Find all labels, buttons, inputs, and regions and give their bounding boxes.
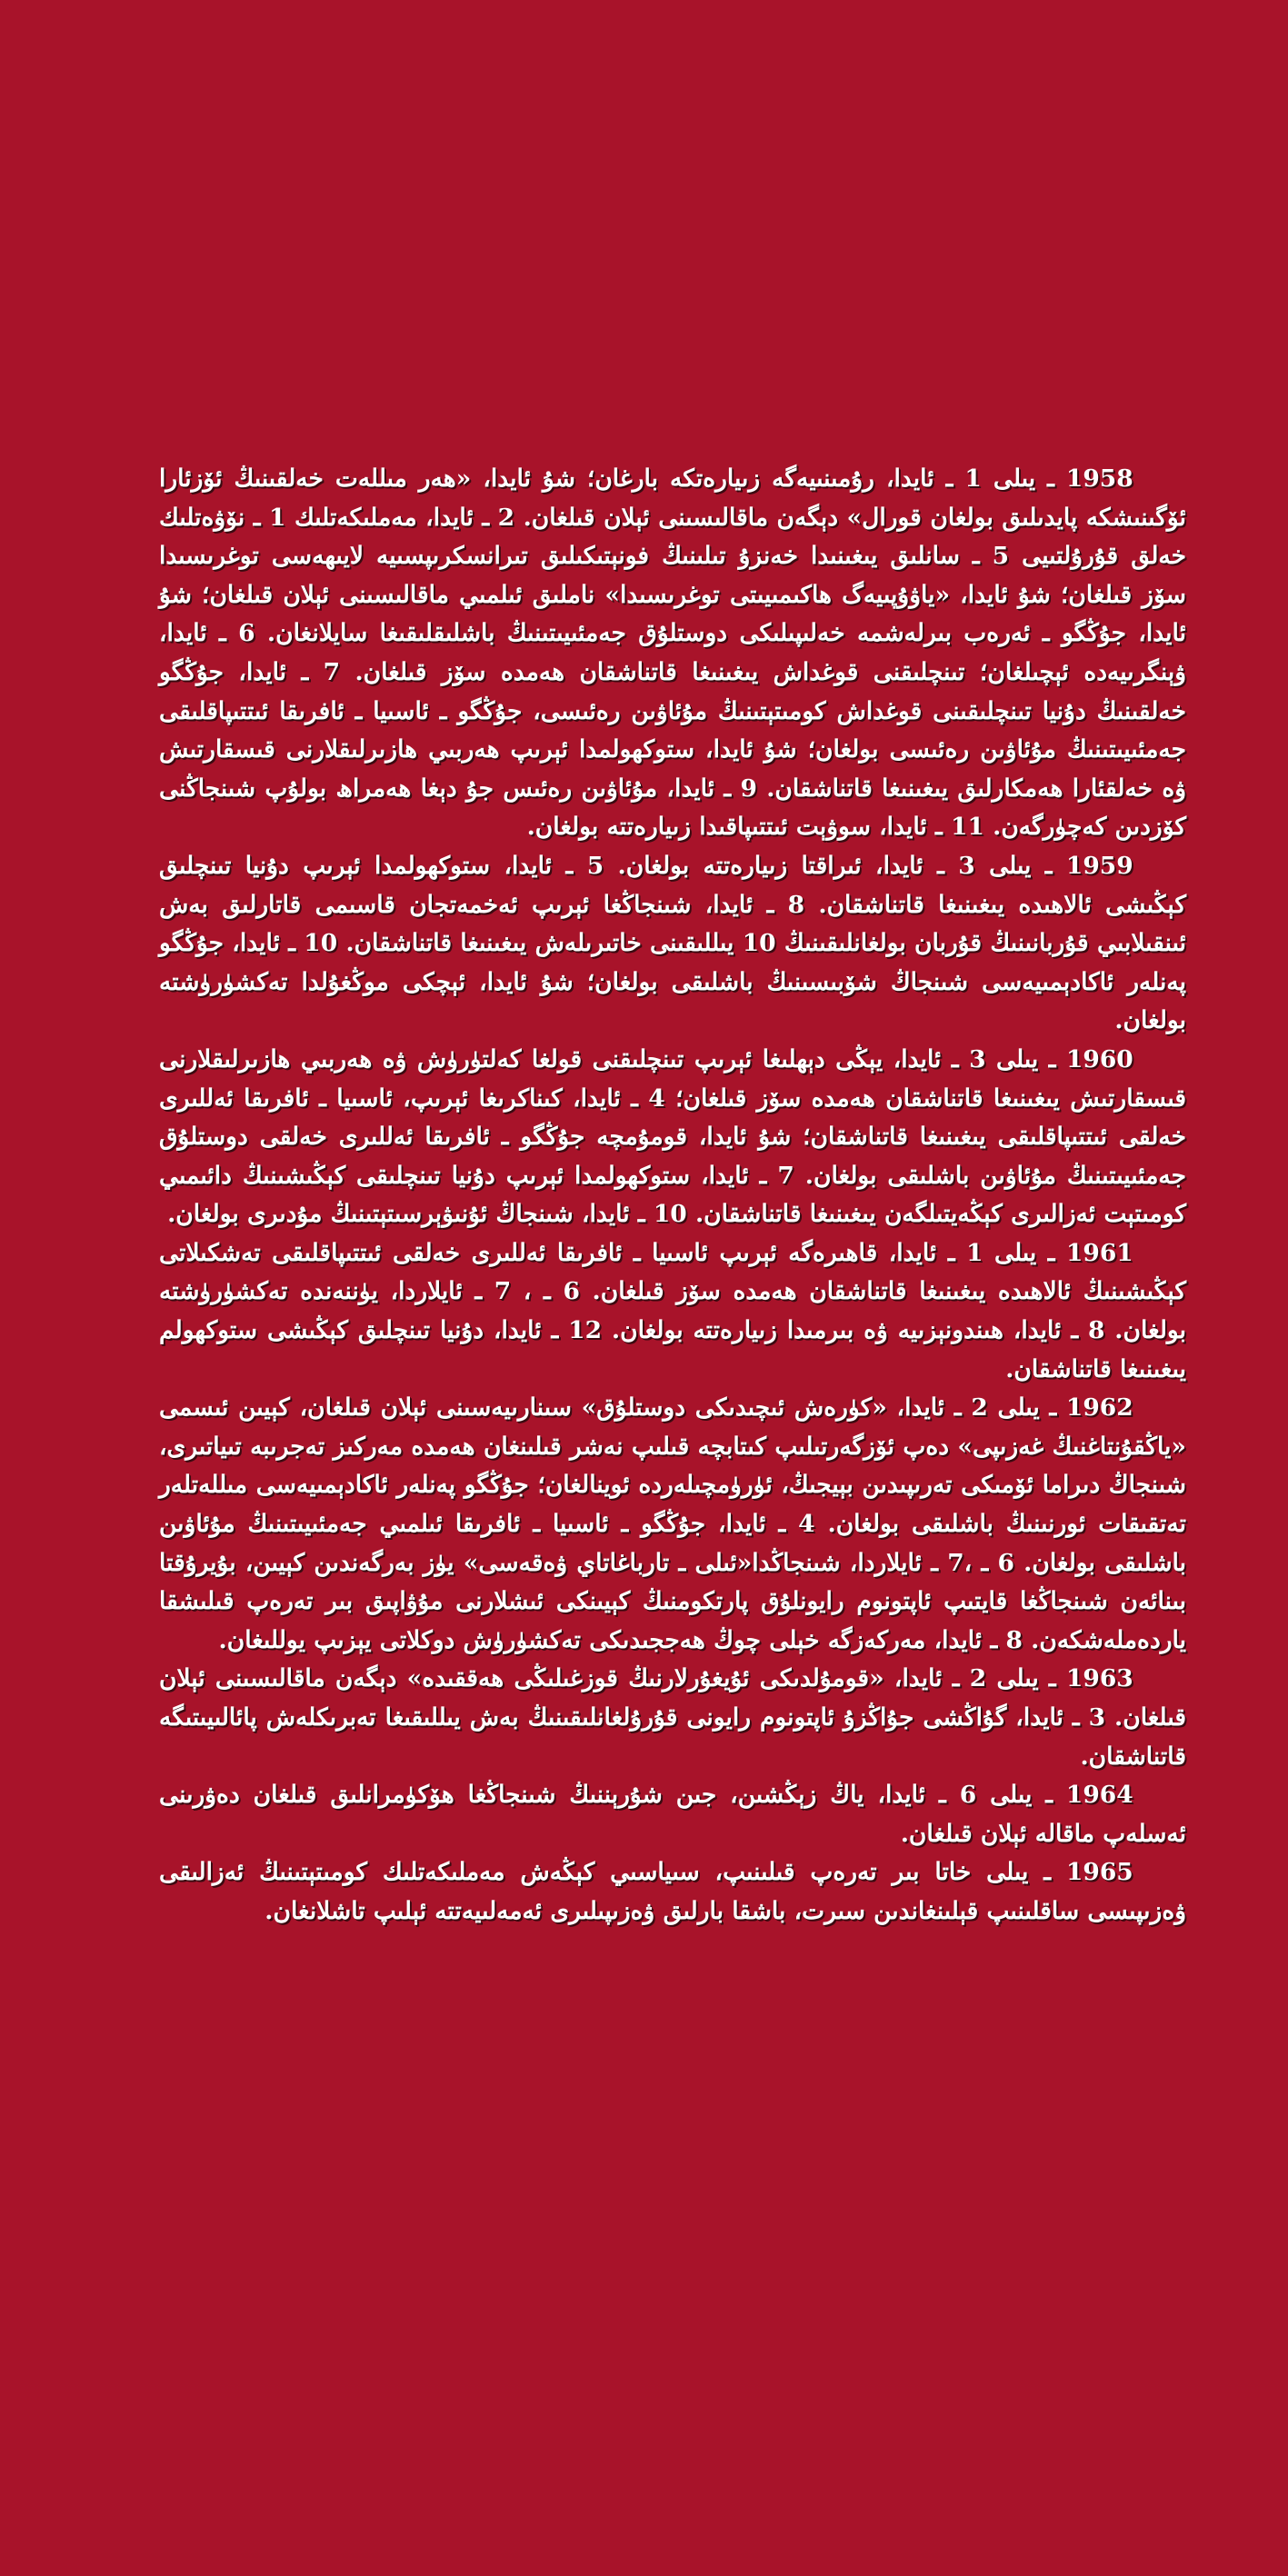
- paragraph-1964: 1964 ـ يىلى 6 ـ ئايدا، ياڭ زېڭشىن، جىن شۇرېننىڭ شىنجاڭغا ھۆكۈمرانلىق قىلغان دەۋرىنى ئەسلەپ ماقالە ئېلان قىلغان.: [159, 1781, 1186, 1848]
- paragraph-1958: 1958 ـ يىلى 1 ـ ئايدا، رۇمىنىيەگە زىيارەتكە بارغان؛ شۇ ئايدا، «ھەر مىللەت خەلقىنىڭ ئۆزئارا ئۆگىنىشكە پايدىلىق بولغان قورال» دېگەن ماقالىسىنى ئېلان قىلغان. 2 ـ ئايدا، مەملىكەتلىك 1 ـ نۆۋەتلىك خەلق قۇرۇلتىيى 5 ـ سانلىق يىغىنىدا خەنزۇ تىلىنىڭ فونېتىكىلىق تىرانسكرىپسىيە لايىھەسى توغرىسىدا سۆز قىلغان؛ شۇ ئايدا، «ياۋۇپىيەگ ھاكىمىيىتى توغرىسىدا» ناملىق ئىلمىي ماقالىسىنى ئېلان قىلغان؛ شۇ ئايدا، جۇڭگو ـ ئەرەب بىرلەشمە خەلىپىلىكى دوستلۇق جەمئىيىتىنىڭ باشلىقلىقىغا سايلانغان. 6 ـ ئايدا، ۋېنگرىيەدە ئېچىلغان؛ تىنچلىقنى قوغداش يىغىنىغا قاتناشقان ھەمدە سۆز قىلغان. 7 ـ ئايدا، جۇڭگو خەلقىنىڭ دۇنيا تىنچلىقىنى قوغداش كومىتېتىنىڭ مۇئاۋىن رەئىسى، جۇڭگو ـ ئاسىيا ـ ئافرىقا ئىتتىپاقلىقى جەمئىيىتىنىڭ مۇئاۋىن رەئىسى بولغان؛ شۇ ئايدا، ستوكھولمدا ئېرىپ ھەربىي ھازىرلىقلارنى قىسقارتىش ۋە خەلقئارا ھەمكارلىق يىغىنىغا قاتناشقان. 9 ـ ئايدا، مۇئاۋىن رەئىس جۇ دېغا ھەمراھ بولۇپ شىنجاڭنى كۆزدىن كەچۈرگەن. 11 ـ ئايدا، سوۋېت ئىتتىپاقىدا زىيارەتتە بولغان.: [159, 464, 1187, 842]
- paragraph-1960: 1960 ـ يىلى 3 ـ ئايدا، يېڭى دېھلىغا ئېرىپ تىنچلىقنى قولغا كەلتۈرۈش ۋە ھەربىي ھازىرلىقلارنى قىسقارتىش يىغىنىغا قاتناشقان ھەمدە سۆز قىلغان؛ 4 ـ ئايدا، كىناكرىغا ئېرىپ، ئاسىيا ـ ئافرىقا ئەللىرى خەلقى ئىتتىپاقلىقى يىغىنىغا قاتناشقان؛ شۇ ئايدا، قومۇمچە جۇڭگو ـ ئافرىقا ئەللىرى خەلقى دوستلۇق جەمئىيىتىنىڭ مۇئاۋىن باشلىقى بولغان. 7 ـ ئايدا، ستوكھولمدا ئېرىپ دۇنيا تىنچلىقى كېڭىشىنىڭ دائىمىي كومىتېت ئەزالىرى كېڭەيتىلگەن يىغىنىغا قاتناشقان. 10 ـ ئايدا، شىنجاڭ ئۇنىۋېرسىتېتىنىڭ مۇدىرى بولغان.: [159, 1044, 1186, 1229]
- paragraph-1959: 1959 ـ يىلى 3 ـ ئايدا، ئىراقتا زىيارەتتە بولغان. 5 ـ ئايدا، ستوكھولمدا ئېرىپ دۇنيا تىنچلىق كېڭىشى ئالاھىدە يىغىنىغا قاتناشقان. 8 ـ ئايدا، شىنجاڭغا ئېرىپ ئەخمەتجان قاسىمى قاتارلىق بەش ئىنقىلابىي قۇربانىنىڭ قۇربان بولغانلىقىنىڭ 10 يىللىقىنى خاتىرىلەش يىغىنىغا قاتناشقان. 10 ـ ئايدا، جۇڭگو پەنلەر ئاكادېمىيەسى شىنجاڭ شۆبىسىنىڭ باشلىقى بولغان؛ شۇ ئايدا، ئېچكى موڭغۇلدا تەكشۈرۈشتە بولغان.: [159, 851, 1187, 1035]
- paragraph-1962: 1962 ـ يىلى 2 ـ ئايدا، «كۈرەش ئىچىدىكى دوستلۇق» سىنارىيەسىنى ئېلان قىلغان، كېيىن ئىسمى «ياڭقۇنتاغنىڭ غەزىپى» دەپ ئۆزگەرتىلىپ كىتابچە قىلىپ نەشر قىلىنغان ھەمدە مەركىز تەجرىبە تىياتىرى، شىنجاڭ دىراما ئۆمىكى تەرىپىدىن بېيجىڭ، ئۈرۈمچىلەردە ئوينالغان؛ جۇڭگو پەنلەر ئاكادېمىيەسى مىللەتلەر تەتقىقات ئورنىنىڭ باشلىقى بولغان. 4 ـ ئايدا، جۇڭگو ـ ئاسىيا ـ ئافرىقا ئىلمىي جەمئىيىتىنىڭ مۇئاۋىن باشلىقى بولغان. 6 ـ ،7 ـ ئايلاردا، شىنجاڭدا«ئىلى ـ تارباغاتاي ۋەقەسى» يۈز بەرگەندىن كېيىن، بۇيرۇقتا بىنائەن شىنجاڭغا قايتىپ ئاپتونوم رايونلۇق پارتكومنىڭ كېيىنكى ئىشلارنى مۇۋاپىق بىر تەرەپ قىلىشقا ياردەملەشكەن. 8 ـ ئايدا، مەركەزگە خېلى چوڭ ھەججىدىكى تەكشۈرۈش دوكلاتى يېزىپ يوللىغان.: [159, 1393, 1186, 1654]
- paragraph-1963: 1963 ـ يىلى 2 ـ ئايدا، «قومۇلدىكى ئۇيغۇرلارنىڭ قوزغىلىڭى ھەققىدە» دېگەن ماقالىسىنى ئېلان قىلغان. 3 ـ ئايدا، گۇاڭشى جۇاڭزۇ ئاپتونوم رايونى قۇرۇلغانلىقىنىڭ بەش يىللىقىغا تەبرىكلەش پائالىيىتىگە قاتناشقان.: [159, 1664, 1186, 1771]
- paragraph-1961: 1961 ـ يىلى 1 ـ ئايدا، قاھىرەگە ئېرىپ ئاسىيا ـ ئافرىقا ئەللىرى خەلقى ئىتتىپاقلىقى تەشكىلاتى كېڭىشىنىڭ ئالاھىدە يىغىنىغا قاتناشقان ھەمدە سۆز قىلغان. 6 ـ ، 7 ـ ئايلاردا، يۈننەندە تەكشۈرۈشتە بولغان. 8 ـ ئايدا، ھىندونېزىيە ۋە بىرمىدا زىيارەتتە بولغان. 12 ـ ئايدا، دۇنيا تىنچلىق كېڭىشى ستوكھولم يىغىنىغا قاتناشقان.: [159, 1238, 1186, 1383]
- paragraph-1965: 1965 ـ يىلى خاتا بىر تەرەپ قىلىنىپ، سىياسىي كېڭەش مەملىكەتلىك كومىتېتىنىڭ ئەزالىقى ۋەزىپىسى ساقلىنىپ قېلىنغاندىن سىرت، باشقا بارلىق ۋەزىپىلىرى ئەمەلىيەتتە ئېلىپ تاشلانغان.: [159, 1858, 1186, 1925]
- document-body: [159, 460, 1186, 1932]
